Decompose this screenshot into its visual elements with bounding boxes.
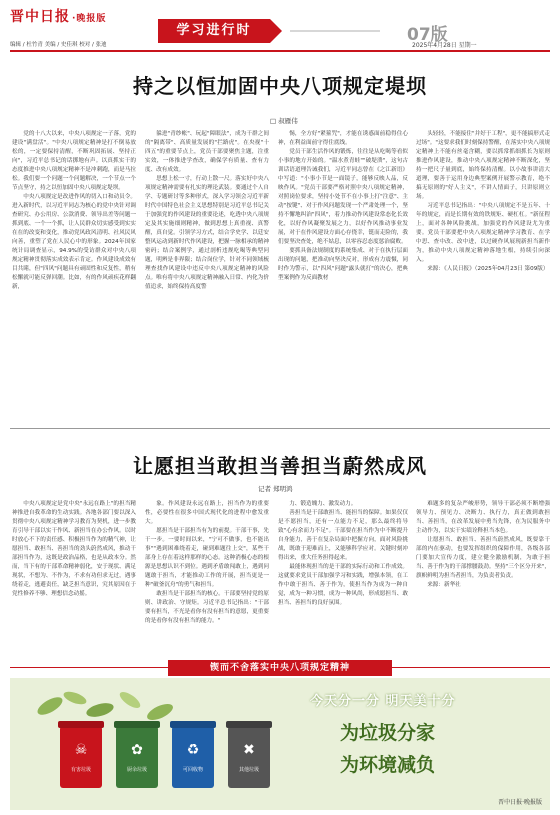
article2-column-4 xyxy=(416,500,550,652)
article1-column-3 xyxy=(278,130,408,412)
article1-column-4 xyxy=(416,130,550,412)
page-number: 07版 xyxy=(407,25,448,45)
paragraph: 头轻轻，不能接住"并好于工程"，更不能搞形式走过场"。"这要求我们时刻保持警醒，在落实中央八项规定精神上不能有丝毫含糊，要以抓常抓细抓长为原则推进作风建设，推动中央八项规定精神不断深化，坚持一把尺子量到底，始终保持清醒。以小故事讲清大道理，要善于运用身边典型案例开展警示教育，绝不搞无原则的"好人主义"，不讲人情面子，只讲原则立场。 xyxy=(416,131,550,200)
section-banner: 锲而不舍落实中央八项规定精神 xyxy=(168,660,392,676)
garbage-sorting-ad xyxy=(10,678,550,810)
bins-group xyxy=(60,718,300,798)
paragraph: 党员干部生活作风的锻炼，往往是从吃喝等看似小事的地方开始的。"温水煮青蛙""破堤溃"，这句古训话语道理告诫我们，习近平同志曾在《之江新语》中写道："小事小节是一面镜子，能够反映人品，反映作风。"党员干部要严格对照中央八项规定精神，对照岗位要求，坚持小处节不在小事上打"注意"、主动"按键"、对于作风问题发现一个严肃处理一个，坚持不懈地纠治"四风"，着力推动作风建设常态化长效化，以好作风凝聚发展之力，以好作风推动事业发展，对于在作风建设方面心存侥幸，铤而走险的，我们要坚决查处，绝不姑息，以零容忍态度惩治腐败。 xyxy=(278,149,408,245)
ad-slogan-top: 今天分一分 明天美十分 xyxy=(310,694,456,709)
paragraph: 象。作风建设永远在路上，担当作为的重要性，必要性在很多中国式现代化的进程中愈发重大。 xyxy=(145,501,269,525)
article2-title: 让愿担当敢担当善担当蔚然成风 xyxy=(133,454,427,478)
article2-author: 记者 郑明鸿 xyxy=(258,485,293,493)
header-rule xyxy=(290,30,380,32)
recycle-icon: ♻ xyxy=(186,742,200,758)
kitchen-bin xyxy=(116,726,158,788)
ad-slogan-line1: 为垃圾分家 xyxy=(340,722,436,744)
paragraph: 习近平总书记指出："中央八项规定不是五年、十年的规定，而是长期有效的铁规矩、硬杠杠。"新征程上，面对各种风险挑战，加强党的作风建设尤为重要。党员干部要把中央八项规定精神学习教育、在学中思、查中改、改中进，以过硬作风展现新担当新作为，推动中央八项规定精神落地生根，持续引向深入。 xyxy=(416,203,550,263)
paragraph: 要抓具备法规制度的系统集成、对于在执行层面出现的问题，把准动向坚决反对，形成有力震慑，同时作为警示，以"四风"问题"露头就打"的决心，把典型案例作为反面教材 xyxy=(278,248,408,281)
paragraph: 善担当是干部敢担当、能担当的保障。如果仅仅是不愿担当，还有一点能力不足，那么最终将导致"心有余而力不足"。干部要在担当作为中不断提升自身能力，善于在复杂局面中把握方向，面对风险挑战，既敢于迎难而上，又能够科学应对。关键时刻冲得出来，重大任务担得起来。 xyxy=(278,510,408,561)
section-tab: 学习进行时 xyxy=(158,19,270,43)
brand-sub: ·晚报版 xyxy=(72,14,107,24)
paragraph: 中央八项规定是党中央"永远在路上"的担当精神推进自我革命的生动实践。各地各部门要以深入贯彻中央八项规定精神学习教育为契机，进一步教育引导干部以实干作风、新担当在办公作风。以时时放心不下的责任感、积极担当作为的精气神，让愿担当、敢担当、善担当的劲头蔚然成风，推动干部担当作为，这既是政治品格，也是从政本分。然而，当下有的干部革命精神弱化，安于现状、满足现状，不想为、不作为，不求有功但求无过，遇事绕着走，逃避责任，缺乏担当意识，究其原因在于党性修养不够、理想信念动摇。 xyxy=(12,501,136,597)
article2-column-3 xyxy=(278,500,408,652)
paragraph: 力、锻造魄力、激发动力。 xyxy=(289,501,357,507)
ad-credit: 晋中日报·晚报版 xyxy=(498,799,542,806)
food-icon: ✿ xyxy=(131,742,143,758)
header-divider xyxy=(10,50,550,52)
paragraph: 党的十八大以来，中央八项规定一子落，党的建设"满盘活"。"中央八项规定精神是打不倒易放松的，一定要保持清醒，不断巩固拓展、坚持正向"，习近平总书记的话掷地有声。以真抓实干的态度推进中央八项规定精神不是冲刺跑，而是马拉松。我们要一个问题一个问题解决，一个节点一个节点坚守，持之以恒加固中央八项规定堤坝。 xyxy=(12,131,136,191)
page-header xyxy=(0,0,560,58)
article1-title: 持之以恒加固中央八项规定堤坝 xyxy=(133,74,427,98)
article1-column-2 xyxy=(145,130,269,412)
trash-icon: ✖ xyxy=(243,742,255,758)
paragraph: 敢担当是干部担当的核心。干部要坚持党的原则、讲政治、守规矩。习近平总书记指出："干部要有担当，不光是看你有没有担当的意愿，更重要的是看你有没有担当的能力。" xyxy=(145,591,269,624)
newspaper-brand xyxy=(10,6,106,26)
bin-lid xyxy=(170,721,216,728)
paragraph: 惕，全方好"紧箍咒"，才能在诱惑面前稳得住心神，在利益面前守得住底线。 xyxy=(278,131,408,146)
brand-main: 晋中日报 xyxy=(10,9,70,25)
bin-label: 有害垃圾 xyxy=(70,767,91,773)
bin-lid xyxy=(114,721,160,728)
source-line: 来源：新华社 xyxy=(427,582,461,588)
bin-label: 可回收物 xyxy=(182,767,203,773)
article1-column-1 xyxy=(12,130,136,412)
article2-column-1 xyxy=(12,500,136,652)
bin-label: 厨余垃圾 xyxy=(126,767,147,773)
paragraph: 难题多的复杂严峻形势，领导干部必须不断增强领导力、预见力、决断力、执行力，真正做到敢担当、善担当，在改革发展中勇当先锋，在为民服务中主动作为，以实干实绩诠释担当本色。 xyxy=(416,501,550,534)
paragraph: 最能体现担当的是干部的实际行动和工作成效。这就要求党员干部加强学习和实践，增强本领，在工作中敢于担当、善于作为，使担当作为成为一种自觉，成为一种习惯，成为一种风尚，形成愿担当、敢担当、善担当的良好氛围。 xyxy=(278,564,408,606)
hazard-icon: ☠ xyxy=(74,742,88,758)
recyclable-bin xyxy=(172,726,214,788)
article-divider xyxy=(10,428,550,429)
paragraph: 中央八项规定是改进作风的切入口和动员令。进入新时代，以习近平同志为核心的党中央针对调查研究、办公用房、公款消费、领导出差等问题一抓到底、一个一个抓，让人民群众切实感受到实实在在的改变和变化，推动党风政风清明、社风民风向善，重塑了党在人民心中的形象。2024年国家统计局调查显示，94.9%的受访群众对中央八项规定精神贯彻落实成效表示肯定。作风建设成效有目共睹，但"四风"问题具有顽固性和反复性，稍有松懈就可能反弹回潮。比如，有的作风顽疾花样翻新， xyxy=(12,194,136,290)
bin-lid xyxy=(226,721,272,728)
source-line: 来源：《人民日报》（2025年04月23日 第09版） xyxy=(427,266,549,272)
article2-column-2 xyxy=(145,500,269,652)
other-bin xyxy=(228,726,270,788)
article1-author: □ 叔雁伟 xyxy=(270,117,298,125)
bin-label: 其他垃圾 xyxy=(238,767,259,773)
editors-line: 编辑 / 杜竹青 美编 / 史佳琪 校对 / 张迪 xyxy=(10,42,107,48)
paragraph: 让愿担当、敢担当、善担当蔚然成风，既要靠干部的内在驱动，也要发挥组织的保障作用，各级各部门要加大宣传力度，建立健全激励机制，为敢于担当、善于作为的干部撑腰鼓劲。坚持"三个区分开来"，旗帜鲜明为担当者担当，为负责者负责。 xyxy=(416,537,550,579)
paragraph: 思想上松一寸，行动上散一尺。落实好中央八项规定精神需要有扎实的理论武装。要通过个人自学、专题研讨等多种形式，深入学习领会习近平新时代中国特色社会主义思想特别是习近平总书记关于加强党的作风建设的重要论述，吃透中央八项规定及其实施细则精神，做到思想上真重视、真警醒，真自觉。引领学习方式，结合学史学、以廷安整风运动到新时代作风建设，把握一脉相承的精神密码；结合案例学，通过剖析违规吃喝等典型问题，明辨是非界限；结合岗位学，针对不同领域梳理查找作风建设中违反中央八项规定精神的风险点。唯有将中央八项规定精神融入日常、内化为价值追求，始终保持高度警 xyxy=(145,176,269,290)
hazardous-bin xyxy=(60,726,102,788)
bin-lid xyxy=(58,721,104,728)
paragraph: 愿担当是干部担当有为的前提。干部干事，先干一步。一要时间以来，"宁可不做事，也不能出事""遇到困难绕着走，碰到难题往上交"，某些干部身上存在着这样那样的心态。这种消极心态的根源是思想认识不到位。遇到矛盾敢闯敢上，遇到问题敢于担当，才能推动工作的开展，担当更是一种"破釜沉舟"的勇气和担当。 xyxy=(145,528,269,588)
issue-date: 2025年4月28日 星期一 xyxy=(412,42,477,49)
ad-slogan-line2: 为环境减负 xyxy=(340,754,436,776)
paragraph: 躲进"青纱帐"、玩起"障眼法"，成为干群之间的"隔离带"、高质量发展的"拦路虎"。在央视"十四五"的重要节点上，党员干部要聚焦主题，注重实效，一体推进学查改，确保学有质量、查有力度、改有成效。 xyxy=(145,131,269,173)
